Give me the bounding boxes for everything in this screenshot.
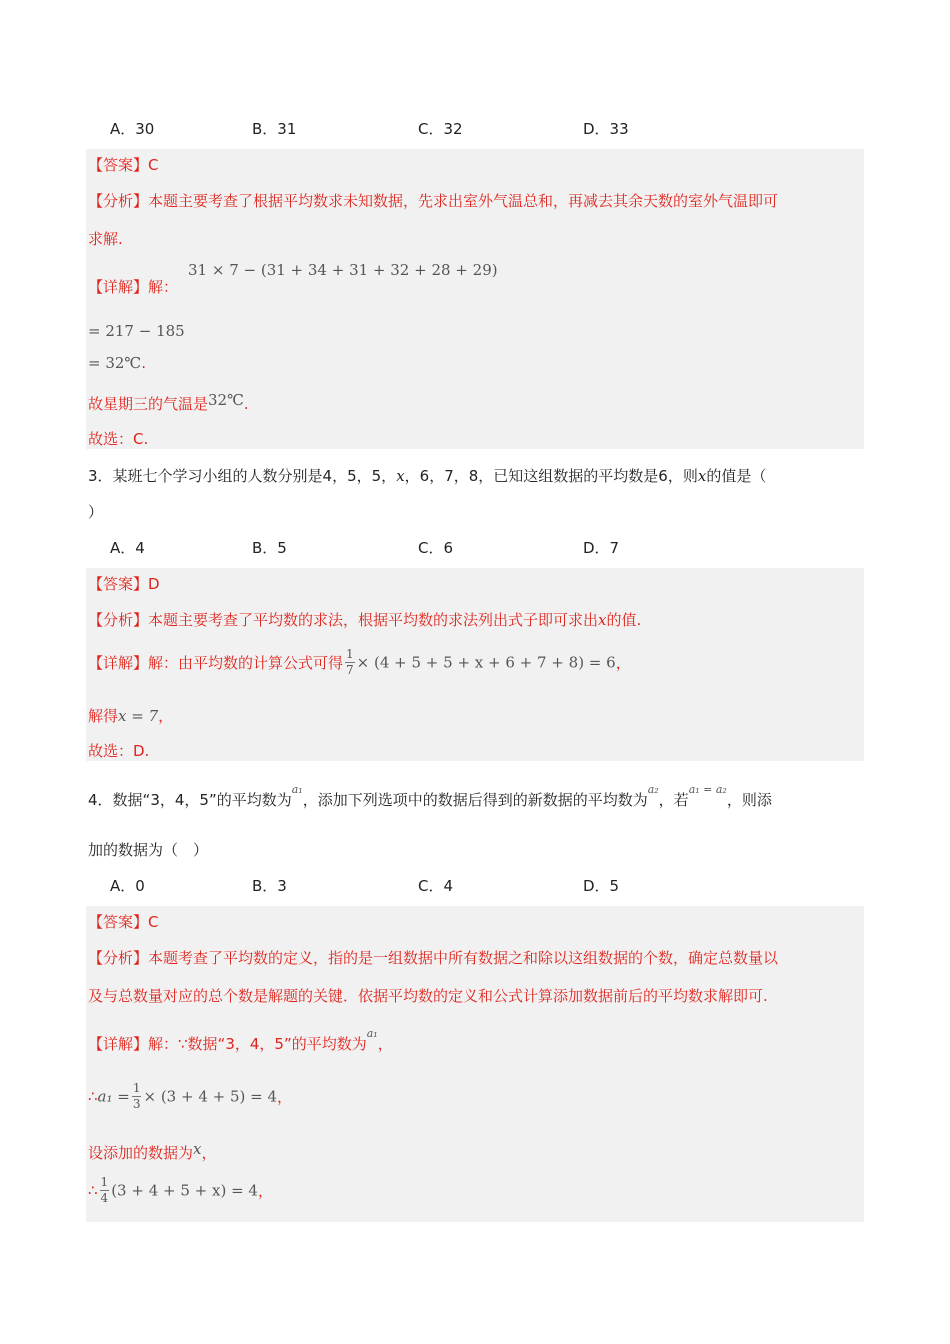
q2-detail-label: 【详解】解： xyxy=(88,278,179,296)
q3-stem-line2: ） xyxy=(88,503,104,521)
q3-stem-x: x xyxy=(396,467,405,485)
q3-analysis xyxy=(88,609,641,630)
q4-stem-part4: ，则添 xyxy=(726,791,772,809)
q2-equation-2: = 217 − 185 xyxy=(88,322,185,340)
q2-option-c: C．32 xyxy=(418,120,463,138)
q4-step1-end: ， xyxy=(277,1088,293,1106)
q4-step1-therefore: ∴ xyxy=(88,1087,98,1106)
q4-option-c: C．4 xyxy=(418,877,454,895)
q2-conclusion-value: 32℃ xyxy=(208,391,244,409)
q4-stem-eq: a₁ = a₂ xyxy=(688,783,727,796)
q2-conclusion-end: . xyxy=(243,395,249,413)
q2-conclusion xyxy=(88,393,249,414)
q3-option-b: B．5 xyxy=(252,539,287,557)
q4-option-d: D．5 xyxy=(583,877,620,895)
q4-set-x: x xyxy=(193,1140,202,1158)
q3-solve-eq: x = 7 xyxy=(118,707,159,725)
q4-step1 xyxy=(88,1081,292,1112)
q4-set xyxy=(88,1142,217,1163)
q3-solve xyxy=(88,705,173,726)
q3-fraction xyxy=(345,647,355,678)
q4-stem-part3: ，若 xyxy=(658,791,689,809)
q2-option-b: B．31 xyxy=(252,120,297,138)
q4-step1-lhs: a₁ = xyxy=(97,1087,130,1106)
q3-stem-part1: 3．某班七个学习小组的人数分别是4，5，5， xyxy=(88,467,397,485)
q4-option-a: A．0 xyxy=(110,877,145,895)
q4-answer: 【答案】C xyxy=(88,913,159,931)
q3-analysis-end: 的值. xyxy=(606,611,642,629)
q2-eq3-value: = 32℃ xyxy=(88,354,142,372)
q4-detail xyxy=(88,1027,393,1054)
q2-equation-3 xyxy=(88,354,146,372)
q3-option-d: D．7 xyxy=(583,539,620,557)
q3-stem-part2: ，6，7，8，已知这组数据的平均数是6，则 xyxy=(404,467,698,485)
q3-detail xyxy=(88,647,631,678)
q2-conclusion-text: 故星期三的气温是 xyxy=(88,395,209,413)
q4-detail-text: 【详解】解：∵数据“3，4，5”的平均数为 xyxy=(88,1035,367,1053)
q4-analysis-line2: 及与总数量对应的总个数是解题的关键．依据平均数的定义和公式计算添加数据前后的平均数求解即可. xyxy=(88,987,768,1005)
q2-choice: 故选：C. xyxy=(88,430,149,448)
q4-set-text: 设添加的数据为 xyxy=(88,1144,194,1162)
q4-set-end: ， xyxy=(201,1144,217,1162)
q3-choice: 故选：D. xyxy=(88,742,150,760)
q4-step2 xyxy=(88,1175,273,1206)
q4-stem-part2: ，添加下列选项中的数据后得到的新数据的平均数为 xyxy=(302,791,648,809)
q3-answer: 【答案】D xyxy=(88,575,160,593)
q3-analysis-x: x xyxy=(598,611,607,629)
q3-option-c: C．6 xyxy=(418,539,454,557)
q3-detail-label: 【详解】解：由平均数的计算公式可得 xyxy=(88,654,344,672)
q4-detail-end: ， xyxy=(377,1035,393,1053)
q4-option-b: B．3 xyxy=(252,877,287,895)
q4-stem-a1: a₁ xyxy=(291,783,303,796)
q4-stem-a2: a₂ xyxy=(647,783,659,796)
q4-stem-line2: 加的数据为（ ） xyxy=(88,841,209,859)
q3-option-a: A．4 xyxy=(110,539,145,557)
q4-stem-part1: 4．数据“3，4，5”的平均数为 xyxy=(88,791,292,809)
q4-step1-rhs: × (3 + 4 + 5) = 4 xyxy=(143,1087,278,1106)
q4-step2-num: 1 xyxy=(100,1175,109,1189)
q4-step1-den: 3 xyxy=(132,1097,141,1111)
q4-step2-therefore: ∴ xyxy=(88,1181,98,1200)
q4-analysis-line1: 【分析】本题考查了平均数的定义，指的是一组数据中所有数据之和除以这组数据的个数，确定总数量以 xyxy=(88,949,779,967)
q3-solve-label: 解得 xyxy=(88,707,119,725)
q3-stem-x2: x xyxy=(697,467,707,485)
q2-option-d: D．33 xyxy=(583,120,629,138)
q3-frac-num: 1 xyxy=(346,647,354,661)
q4-detail-a1: a₁ xyxy=(366,1027,378,1040)
q4-step2-den: 4 xyxy=(100,1191,109,1205)
q2-analysis-line2: 求解. xyxy=(88,230,123,248)
q2-equation-1: 31 × 7 − (31 + 34 + 31 + 32 + 28 + 29) xyxy=(188,261,498,279)
q4-step1-num: 1 xyxy=(132,1081,141,1095)
q3-solve-end: ， xyxy=(158,707,174,725)
q3-stem-line1 xyxy=(88,465,766,486)
q4-step2-fraction xyxy=(100,1175,110,1206)
q3-frac-den: 7 xyxy=(346,663,354,677)
q3-equation: × (4 + 5 + 5 + x + 6 + 7 + 8) = 6 xyxy=(356,653,616,672)
q2-eq3-end: . xyxy=(141,354,146,372)
q2-analysis-line1: 【分析】本题主要考查了根据平均数求未知数据，先求出室外气温总和，再减去其余天数的室外气温即可 xyxy=(88,192,779,210)
q3-analysis-text: 【分析】本题主要考查了平均数的求法，根据平均数的求法列出式子即可求出 xyxy=(88,611,599,629)
q4-step1-fraction xyxy=(132,1081,142,1112)
q4-step2-rhs: (3 + 4 + 5 + x) = 4 xyxy=(111,1181,258,1200)
q2-answer: 【答案】C xyxy=(88,156,159,174)
q3-stem-part3: 的值是（ xyxy=(706,467,767,485)
q3-eq-end: ， xyxy=(615,654,631,672)
q4-step2-end: ， xyxy=(257,1182,273,1200)
q4-stem-line1 xyxy=(88,783,772,810)
q2-option-a: A．30 xyxy=(110,120,155,138)
